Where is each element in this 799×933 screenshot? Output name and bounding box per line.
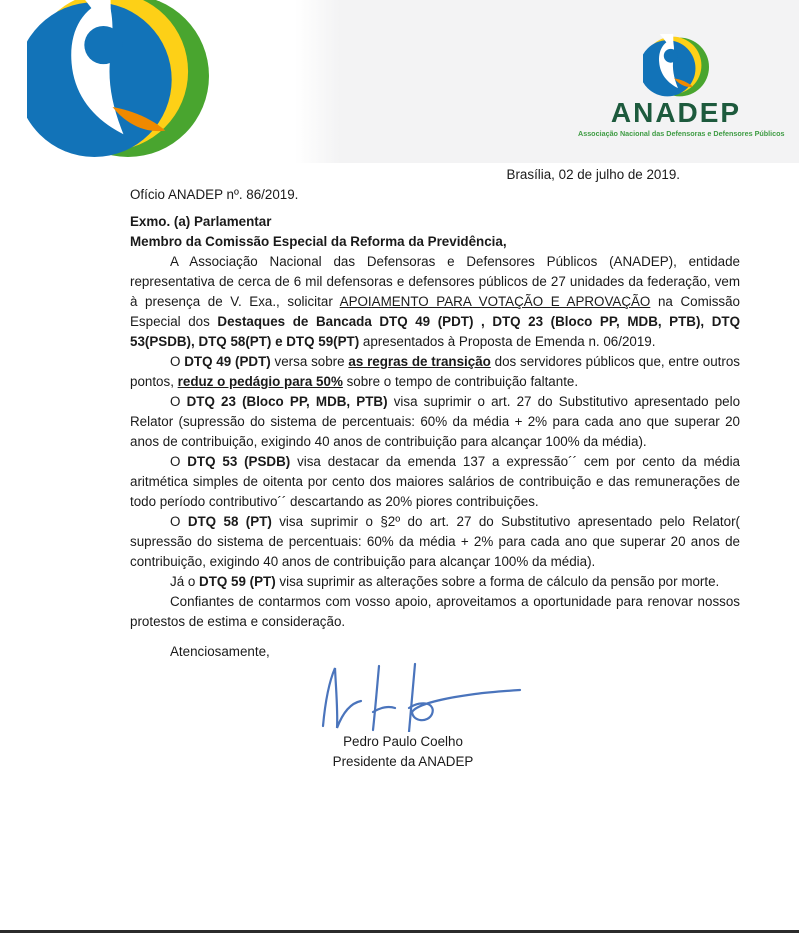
paragraph-3: O DTQ 23 (Bloco PP, MDB, PTB) visa suprimir o art. 27 do Substitutivo apresentado pelo Relator (supressão do sistema de percentuais: 60% da média + 2% para cada ano que superar 20 anos de contribuição, exigindo 40 anos de contribuição para alcançar 100% da média). bbox=[130, 394, 741, 449]
letter-body bbox=[130, 162, 740, 772]
closing-salutation: Atenciosamente, bbox=[170, 644, 270, 659]
paragraph-6: Já o DTQ 59 (PT) visa suprimir as alterações sobre a forma de cálculo da pensão por morte. bbox=[170, 574, 720, 589]
signature-block bbox=[130, 732, 676, 772]
letterhead bbox=[0, 0, 799, 163]
reference-number: Ofício ANADEP nº. 86/2019. bbox=[130, 187, 299, 202]
anadep-logo-icon bbox=[643, 34, 709, 100]
anadep-logo-watermark-icon bbox=[27, 0, 209, 167]
brand-tagline: Associação Nacional das Defensoras e Defensores Públicos bbox=[578, 129, 785, 138]
paragraph-7: Confiantes de contarmos com vosso apoio, aproveitamos a oportunidade para renovar nossos protestos de estima e consideração. bbox=[130, 594, 740, 629]
signer-name: Pedro Paulo Coelho bbox=[343, 734, 463, 749]
paragraph-2: O DTQ 49 (PDT) versa sobre as regras de transição dos servidores públicos que, entre outros pontos, reduz o pedágio para 50% sobre o tempo de contribuição faltante. bbox=[130, 354, 740, 389]
signer-title: Presidente da ANADEP bbox=[332, 754, 474, 769]
paragraph-5: O DTQ 58 (PT) visa suprimir o §2º do art. 27 do Substitutivo apresentado pelo Relator( supressão do sistema de percentuais: 60% da média + 2% para cada ano que superar 20 anos de contribuição, exigindo 40 anos de contribuição para alcançar 100% da média). bbox=[130, 514, 740, 569]
paragraph-4: O DTQ 53 (PSDB) visa destacar da emenda 137 a expressão´´ cem por cento da média aritmética simples de oitenta por cento dos maiores salários de contribuição e das remunerações de todo período contributivo´´ descartando as 20% piores contribuições. bbox=[130, 454, 740, 509]
addressee-line-2: Membro da Comissão Especial da Reforma da Previdência, bbox=[130, 234, 507, 249]
addressee-block bbox=[130, 212, 740, 252]
addressee-line-1: Exmo. (a) Parlamentar bbox=[130, 214, 272, 229]
brand-block bbox=[578, 34, 785, 138]
paragraph-1: A Associação Nacional das Defensoras e Defensores Públicos (ANADEP), entidade representativa de cerca de 6 mil defensoras e defensores públicos de 27 unidades da federação, vem à presença de V. Exa., solicitar APOIAMENTO PARA VOTAÇÃO E APROVAÇÃO na Comissão Especial dos Destaques de Bancada DTQ 49 (PDT) , DTQ 23 (Bloco PP, MDB, PTB), DTQ 53(PSDB), DTQ 58(PT) e DTQ 59(PT) apresentados à Proposta de Emenda n. 06/2019. bbox=[130, 254, 740, 349]
signature-ink-icon bbox=[315, 660, 525, 732]
brand-wordmark: ANADEP bbox=[610, 97, 742, 128]
city-date-line: Brasília, 02 de julho de 2019. bbox=[506, 167, 680, 182]
